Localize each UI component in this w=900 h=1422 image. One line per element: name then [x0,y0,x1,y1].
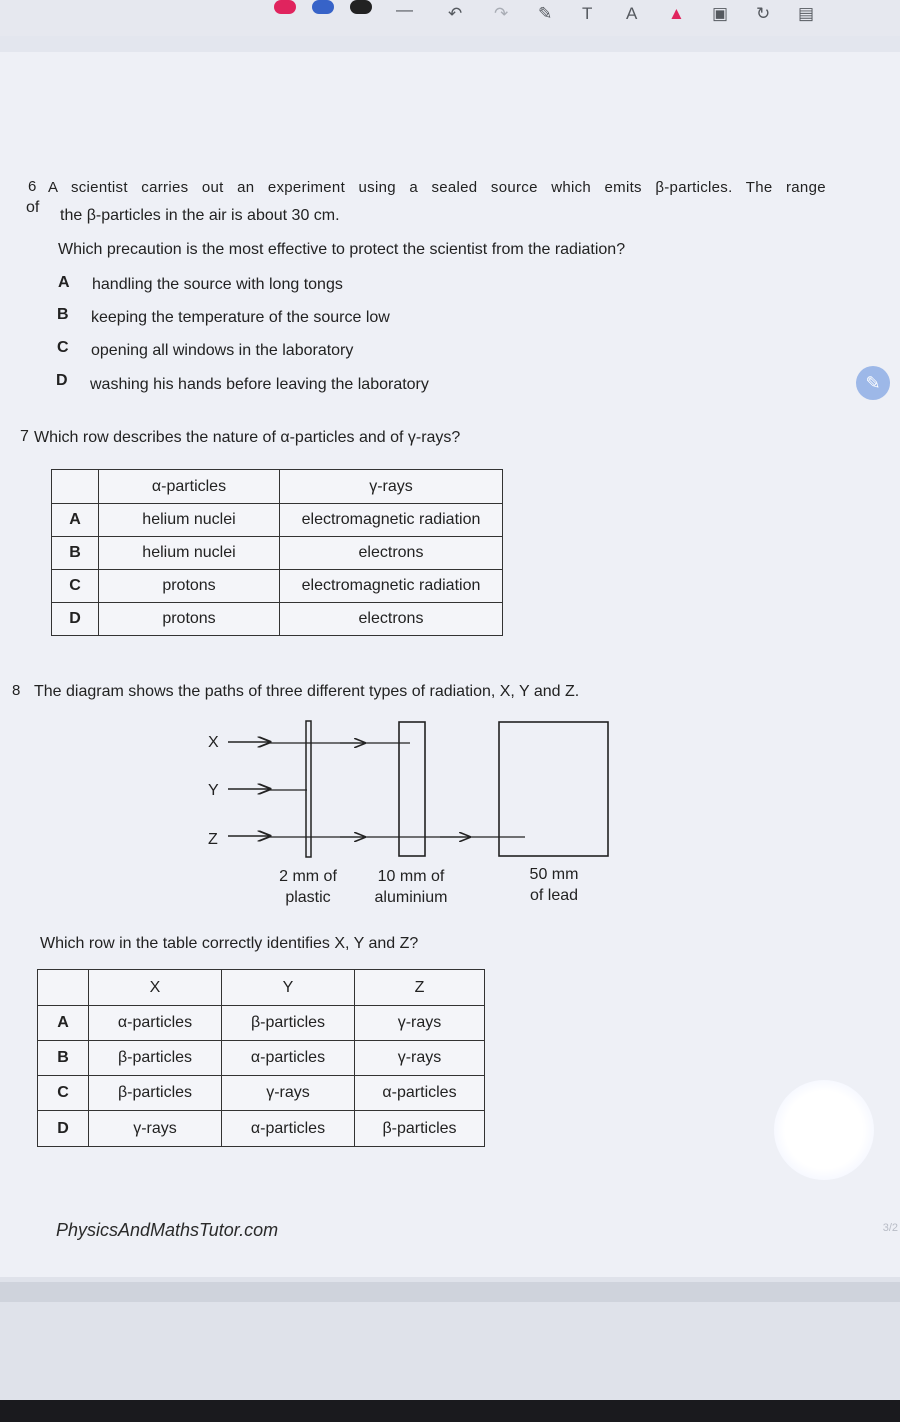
aluminium-label-line1: 10 mm of [377,868,445,885]
undo-icon[interactable]: ↶ [448,4,463,23]
q6-stem-line2: the β-particles in the air is about 30 cm. [60,207,340,224]
q7-row-letter: A [52,504,99,537]
q7-row-a[interactable] [52,504,503,537]
pen-icon[interactable]: ✎ [538,4,553,23]
q8-cell: α-particles [89,1006,222,1041]
q7-header-gamma: γ-rays [280,470,503,504]
q7-row-letter: B [52,537,99,570]
aluminium-block [399,722,425,856]
aluminium-label-line2: aluminium [374,889,448,906]
radiation-paths-diagram [180,715,640,865]
lead-block [499,722,608,856]
q8-stem: The diagram shows the paths of three different types of radiation, X, Y and Z. [34,683,580,700]
q7-cell: electromagnetic radiation [280,504,503,537]
footer-watermark: PhysicsAndMathsTutor.com [56,1220,279,1240]
q8-header-corner [38,970,89,1006]
q7-row-b[interactable] [52,537,503,570]
text-icon[interactable]: T [582,4,593,23]
q7-cell: protons [99,603,280,636]
font-size-icon[interactable]: A [626,4,638,23]
plastic-label [266,866,350,908]
q8-row-d[interactable] [38,1111,485,1147]
pen-color-black[interactable] [350,0,372,14]
q6-option-b-letter: B [57,306,69,323]
q8-cell: α-particles [222,1111,355,1147]
q8-cell: α-particles [355,1076,485,1111]
q8-header-y: Y [222,970,355,1006]
q6-option-a-text[interactable]: handling the source with long tongs [92,276,343,293]
ray-y-label: Y [208,782,219,799]
edit-pencil-button[interactable]: ✎ [856,366,890,400]
q7-cell: electrons [280,603,503,636]
q7-number: 7 [20,428,29,445]
save-icon[interactable]: ▤ [798,4,815,23]
q6-option-a-letter: A [58,274,70,291]
q7-cell: helium nuclei [99,504,280,537]
q8-answer-table [37,969,485,1147]
screen-bezel [0,1400,900,1422]
q6-option-d-letter: D [56,372,68,389]
q8-row-letter: C [38,1076,89,1111]
lead-label-line1: 50 mm [529,866,579,883]
q7-cell: electromagnetic radiation [280,570,503,603]
q7-cell: protons [99,570,280,603]
q6-option-b-text[interactable]: keeping the temperature of the source low [91,309,390,326]
ray-z-label: Z [208,831,218,848]
q7-row-c[interactable] [52,570,503,603]
line-tool-icon[interactable]: — [396,0,413,19]
pen-color-red[interactable] [274,0,296,14]
q6-stem-prefix: of [26,199,40,216]
q8-row-letter: D [38,1111,89,1147]
q8-row-b[interactable] [38,1041,485,1076]
q8-row-a[interactable] [38,1006,485,1041]
q8-cell: β-particles [89,1076,222,1111]
q8-cell: γ-rays [222,1076,355,1111]
q6-stem-line1: A scientist carries out an experiment using a sealed source which emits β-particles. The range [48,179,826,196]
q6-option-c-text[interactable]: opening all windows in the laboratory [91,342,354,359]
page-number-bottom: 3/2 [882,1222,898,1234]
q6-question: Which precaution is the most effective to protect the scientist from the radiation? [58,241,626,258]
q7-header-corner [52,470,99,504]
q6-option-d-text[interactable]: washing his hands before leaving the laboratory [90,376,429,393]
q8-row-letter: A [38,1006,89,1041]
q7-row-letter: C [52,570,99,603]
q8-cell: β-particles [89,1041,222,1076]
light-glare [774,1080,874,1180]
q8-question: Which row in the table correctly identifies X, Y and Z? [40,935,419,952]
q7-header-alpha: α-particles [99,470,280,504]
q8-cell: β-particles [355,1111,485,1147]
q6-number: 6 [28,178,37,195]
highlighter-icon[interactable]: ▲ [668,4,685,23]
insert-icon[interactable]: ▣ [712,4,729,23]
annotation-toolbar [0,0,900,36]
plastic-label-line1: 2 mm of [279,868,337,885]
pen-color-blue[interactable] [312,0,334,14]
q7-answer-table [51,469,503,636]
q8-header-z: Z [355,970,485,1006]
q8-row-c[interactable] [38,1076,485,1111]
plastic-label-line2: plastic [285,889,331,906]
q8-cell: γ-rays [89,1111,222,1147]
lead-label [516,864,592,906]
q6-option-c-letter: C [57,339,69,356]
q8-cell: γ-rays [355,1041,485,1076]
q7-row-d[interactable] [52,603,503,636]
q7-row-letter: D [52,603,99,636]
q8-cell: β-particles [222,1006,355,1041]
ray-x-label: X [208,734,219,751]
q8-cell: α-particles [222,1041,355,1076]
share-icon[interactable]: ↻ [756,4,771,23]
page-separator [0,1282,900,1302]
q8-cell: γ-rays [355,1006,485,1041]
q8-header-x: X [89,970,222,1006]
q8-row-letter: B [38,1041,89,1076]
redo-icon[interactable]: ↷ [494,4,509,23]
q7-cell: helium nuclei [99,537,280,570]
q7-cell: electrons [280,537,503,570]
aluminium-label [366,866,456,908]
q7-question: Which row describes the nature of α-particles and of γ-rays? [34,429,461,446]
q8-number: 8 [12,682,21,699]
lead-label-line2: of lead [529,887,579,904]
